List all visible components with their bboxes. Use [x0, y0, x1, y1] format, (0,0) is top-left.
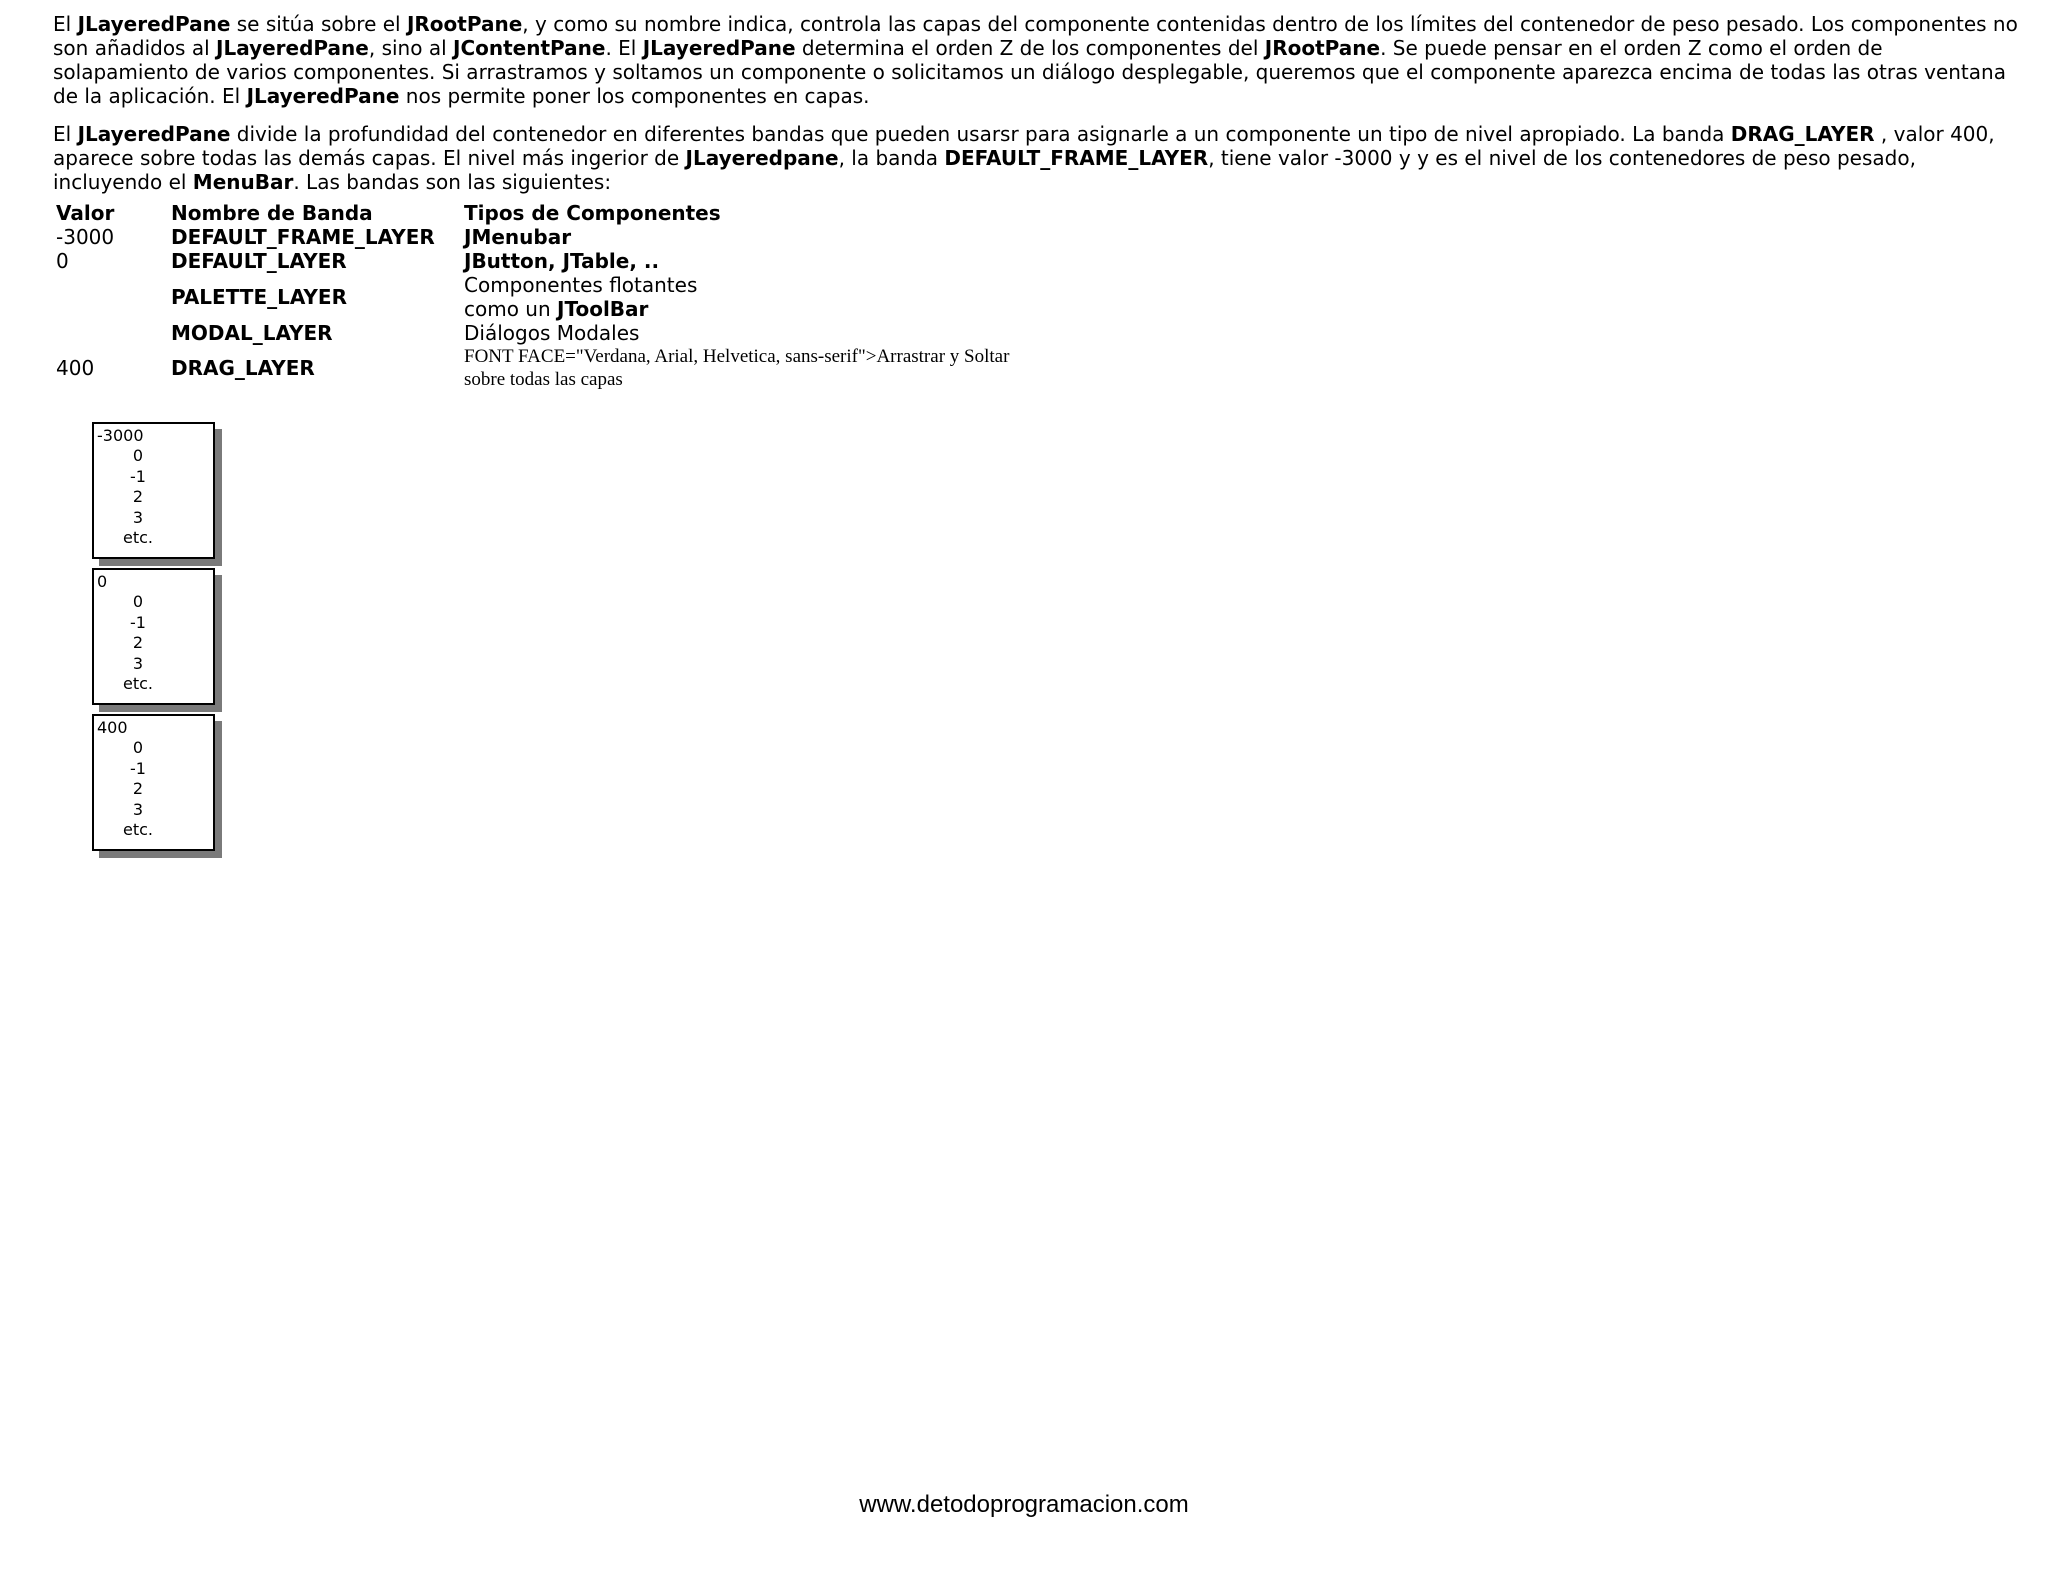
text-run: , sino al: [368, 36, 453, 60]
component-type: como un: [464, 297, 558, 321]
cell-nombre: [168, 273, 461, 321]
layer-position: 0: [132, 592, 144, 611]
text-run: . Las bandas son las siguientes:: [293, 170, 612, 194]
text-run: , y como su nombre indica, controla las capas del componente contenidas dentro de los límites del contenedor de peso pesado. Los componentes no son añadidos al: [53, 12, 2018, 60]
layer-band-value: -3000: [97, 426, 144, 445]
component-type: sobre todas las capas: [464, 369, 623, 390]
footer-url: www.detodoprogramacion.com: [859, 1491, 1189, 1518]
layer-position: 0: [132, 738, 144, 757]
bold-term: JContentPane: [453, 36, 606, 60]
cell-valor: 400: [56, 356, 95, 380]
cell-nombre: [168, 321, 461, 345]
cell-tipos: Diálogos Modales: [464, 321, 640, 345]
intro-paragraph: [53, 12, 2021, 108]
band-name: DEFAULT_LAYER: [171, 249, 347, 273]
layer-diagram-box: [92, 568, 215, 705]
component-type: JButton, JTable, ..: [464, 249, 660, 273]
layer-position: 2: [132, 633, 144, 652]
layer-position: 0: [132, 446, 144, 465]
bands-table: [53, 201, 1104, 391]
bold-term: JLayeredPane: [77, 122, 231, 146]
layer-position: 2: [132, 779, 144, 798]
text-run: El: [53, 122, 78, 146]
band-name: DEFAULT_FRAME_LAYER: [171, 225, 435, 249]
band-name: DRAG_LAYER: [171, 356, 315, 380]
cell-tipos: [461, 249, 1104, 273]
cell-nombre: [168, 225, 461, 249]
bold-term: MenuBar: [192, 170, 294, 194]
bold-term: JRootPane: [1264, 36, 1381, 60]
component-type: JMenubar: [464, 225, 572, 249]
bold-term: JLayeredpane: [685, 146, 839, 170]
table-row: [53, 321, 1104, 345]
text-run: determina el orden Z de los componentes del: [795, 36, 1265, 60]
layer-position: -1: [130, 612, 146, 632]
layer-band-value: 400: [97, 718, 128, 737]
cell-nombre: [168, 345, 461, 391]
layer-position-list: [94, 738, 182, 841]
layer-position: -1: [130, 758, 146, 778]
cell-valor: [53, 321, 168, 345]
layer-position-list: [94, 446, 182, 549]
table-row: [53, 273, 1104, 321]
bold-term: JLayeredPane: [246, 84, 400, 108]
layer-position: 3: [132, 799, 144, 819]
bold-term: DEFAULT_FRAME_LAYER: [944, 146, 1209, 170]
text-run: , tiene valor -3000 y y es el nivel de los contenedores de peso pesado, incluyendo el: [53, 146, 1916, 194]
bold-term: DRAG_LAYER: [1730, 122, 1875, 146]
table-row: [53, 225, 1104, 249]
text-run: se sitúa sobre el: [230, 12, 407, 36]
layer-position: etc.: [123, 674, 153, 693]
bold-term: JLayeredPane: [77, 12, 231, 36]
text-run: nos permite poner los componentes en capas.: [399, 84, 870, 108]
layer-band-value: 0: [97, 572, 108, 591]
text-run: El: [53, 12, 78, 36]
header-tipos: Tipos de Componentes: [464, 201, 721, 225]
text-run: divide la profundidad del contenedor en diferentes bandas que pueden usarsr para asignarle a un componente un tipo de nivel apropiado. La banda: [230, 122, 1731, 146]
bands-paragraph: [53, 122, 2021, 194]
table-row: [53, 249, 1104, 273]
header-valor: Valor: [56, 201, 115, 225]
layer-position: 3: [132, 653, 144, 673]
layer-position: etc.: [123, 528, 153, 547]
cell-valor: 0: [56, 249, 69, 273]
layer-position: etc.: [123, 820, 153, 839]
cell-nombre: [168, 249, 461, 273]
text-run: , valor 400, aparece sobre todas las demás capas. El nivel más ingerior de: [53, 122, 1995, 170]
band-name: PALETTE_LAYER: [171, 285, 347, 309]
bold-term: JLayeredPane: [642, 36, 796, 60]
band-name: MODAL_LAYER: [171, 321, 333, 345]
text-run: . El: [605, 36, 643, 60]
layer-diagram-box: [92, 422, 215, 559]
layer-diagram-box: [92, 714, 215, 851]
cell-tipos: [461, 225, 1104, 249]
layer-position-list: [94, 592, 182, 695]
bold-term: JRootPane: [406, 12, 523, 36]
header-nombre: Nombre de Banda: [171, 201, 373, 225]
table-header-row: [53, 201, 1104, 225]
layer-position: 2: [132, 487, 144, 506]
layer-position: -1: [130, 466, 146, 486]
component-type: FONT FACE="Verdana, Arial, Helvetica, sans-serif">Arrastrar y Soltar: [464, 346, 1010, 367]
layer-position: 3: [132, 507, 144, 527]
cell-valor: [53, 273, 168, 321]
component-type-bold: JToolBar: [557, 297, 649, 321]
cell-tipos: [461, 273, 1104, 321]
table-row: [53, 345, 1104, 391]
cell-valor: -3000: [56, 225, 115, 249]
component-type: Componentes flotantes: [464, 273, 698, 297]
bold-term: JLayeredPane: [216, 36, 369, 60]
text-run: . Se puede pensar en el orden Z como el orden de solapamiento de varios componentes. Si arrastramos y soltamos un componente o solicitamos un diálogo desplegable, queremos que el componente aparezca encima de todas las otras ventana de la aplicación. El: [53, 36, 2006, 108]
cell-tipos: [461, 345, 1104, 391]
text-run: , la banda: [838, 146, 945, 170]
